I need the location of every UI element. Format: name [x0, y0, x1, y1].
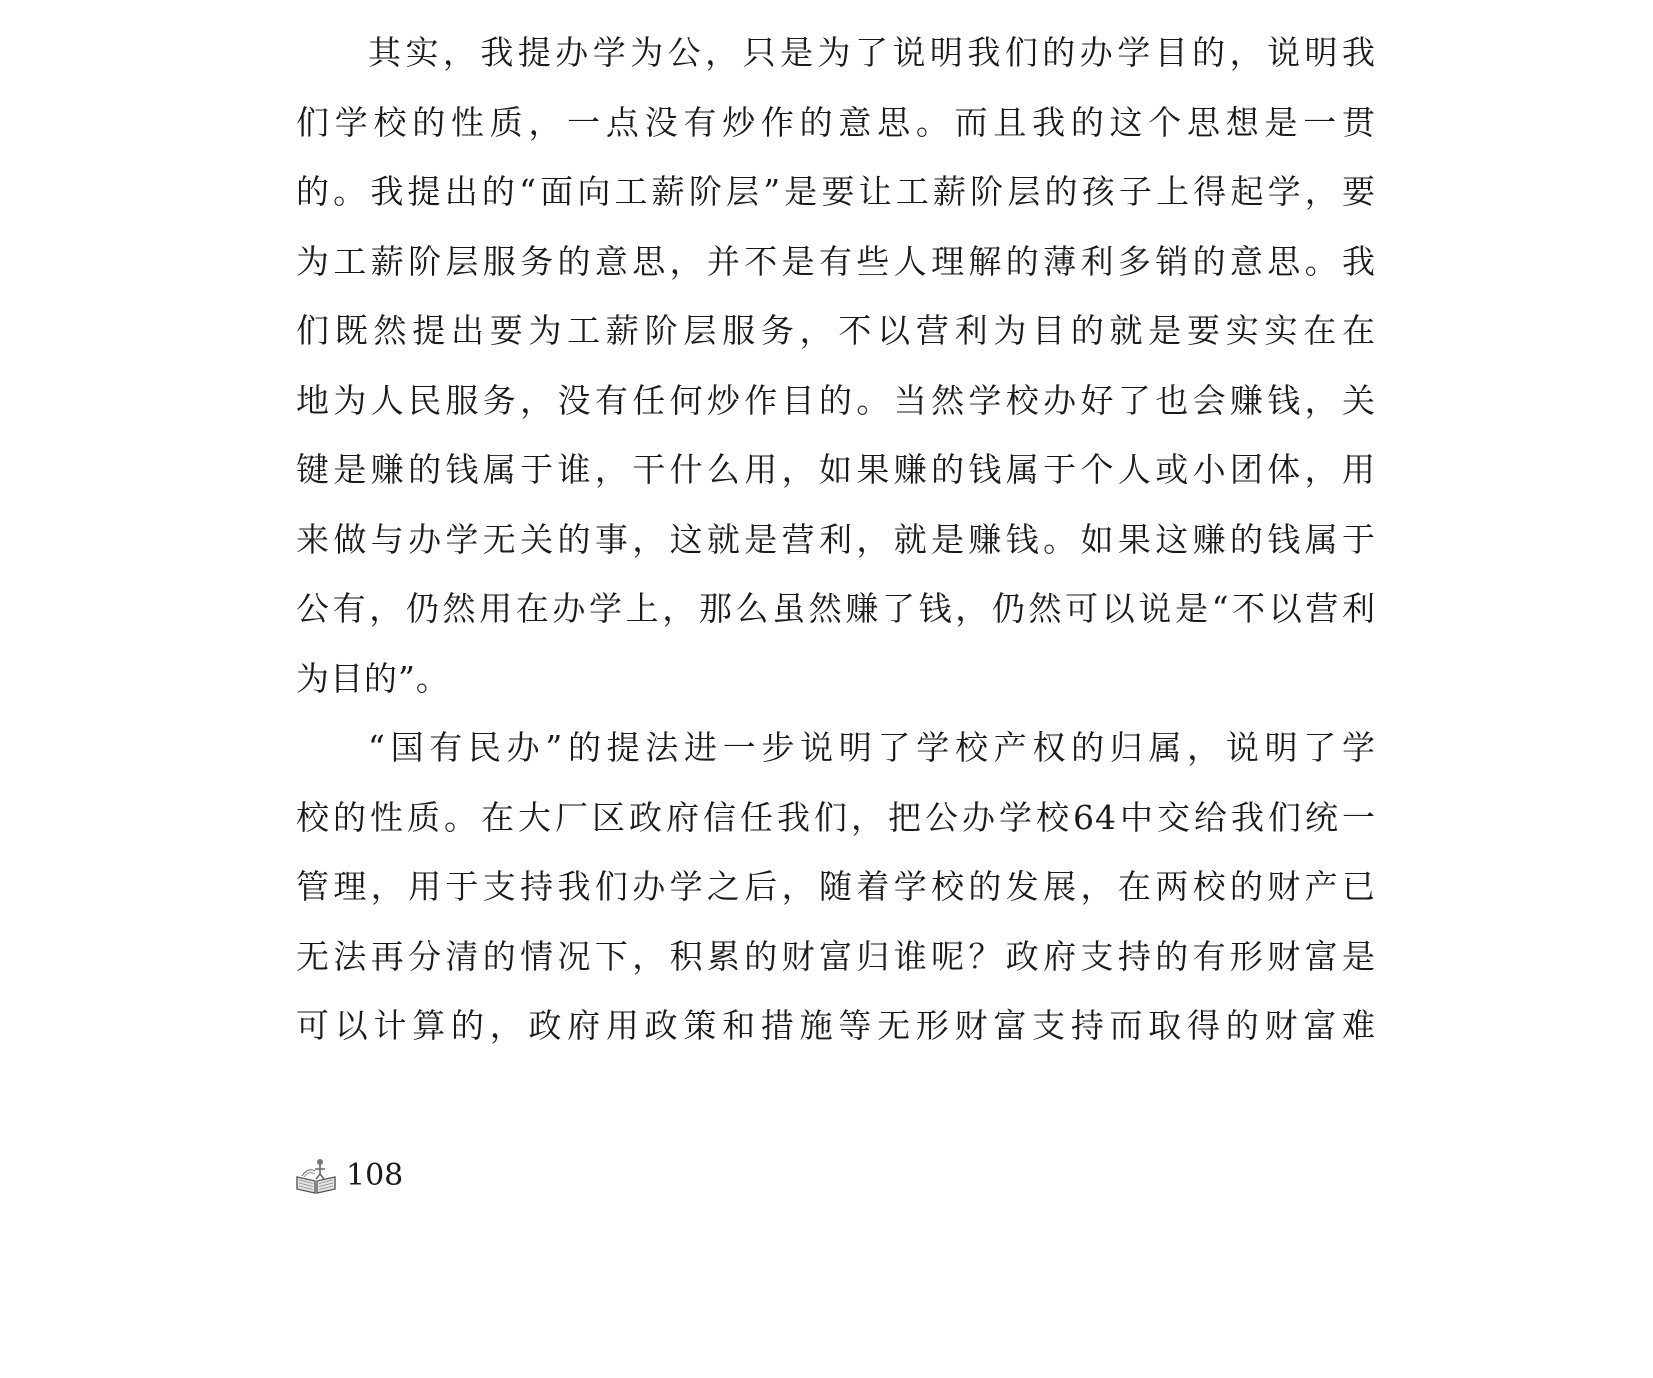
text-line: 为目的”。	[296, 658, 450, 698]
body-text	[296, 18, 1376, 1061]
text-line: 公有，仍然用在办学上，那么虽然赚了钱，仍然可以说是“不以营利	[296, 589, 1376, 628]
text-line: 无法再分清的情况下，积累的财富归谁呢？政府支持的有形财富是	[296, 936, 1376, 976]
text-line: 校的性质。在大厂区政府信任我们，把公办学校64中交给我们统一	[296, 797, 1376, 837]
text-line: 为工薪阶层服务的意思，并不是有些人理解的薄利多销的意思。我	[296, 241, 1376, 281]
book-reading-icon	[294, 1155, 338, 1195]
page-number: 108	[346, 1157, 404, 1193]
text-line: 们学校的性质，一点没有炒作的意思。而且我的这个思想是一贯	[296, 102, 1376, 142]
text-line: 键是赚的钱属于谁，干什么用，如果赚的钱属于个人或小团体，用	[296, 450, 1376, 489]
paragraph-1	[296, 18, 1376, 713]
paragraph-2	[296, 713, 1376, 1061]
text-line: 管理，用于支持我们办学之后，随着学校的发展，在两校的财产已	[296, 867, 1376, 906]
text-line: “国有民办”的提法进一步说明了学校产权的归属，说明了学	[368, 728, 1376, 767]
text-line: 来做与办学无关的事，这就是营利，就是赚钱。如果这赚的钱属于	[296, 519, 1376, 559]
text-line: 其实，我提办学为公，只是为了说明我们的办学目的，说明我	[368, 33, 1376, 72]
text-line: 可以计算的，政府用政策和措施等无形财富支持而取得的财富难	[296, 1006, 1376, 1045]
page-footer	[294, 1153, 403, 1197]
text-line: 们既然提出要为工薪阶层服务，不以营利为目的就是要实实在在	[296, 311, 1376, 350]
text-line: 地为人民服务，没有任何炒作目的。当然学校办好了也会赚钱，关	[296, 380, 1376, 420]
text-line: 的。我提出的“面向工薪阶层”是要让工薪阶层的孩子上得起学，要	[296, 172, 1376, 211]
